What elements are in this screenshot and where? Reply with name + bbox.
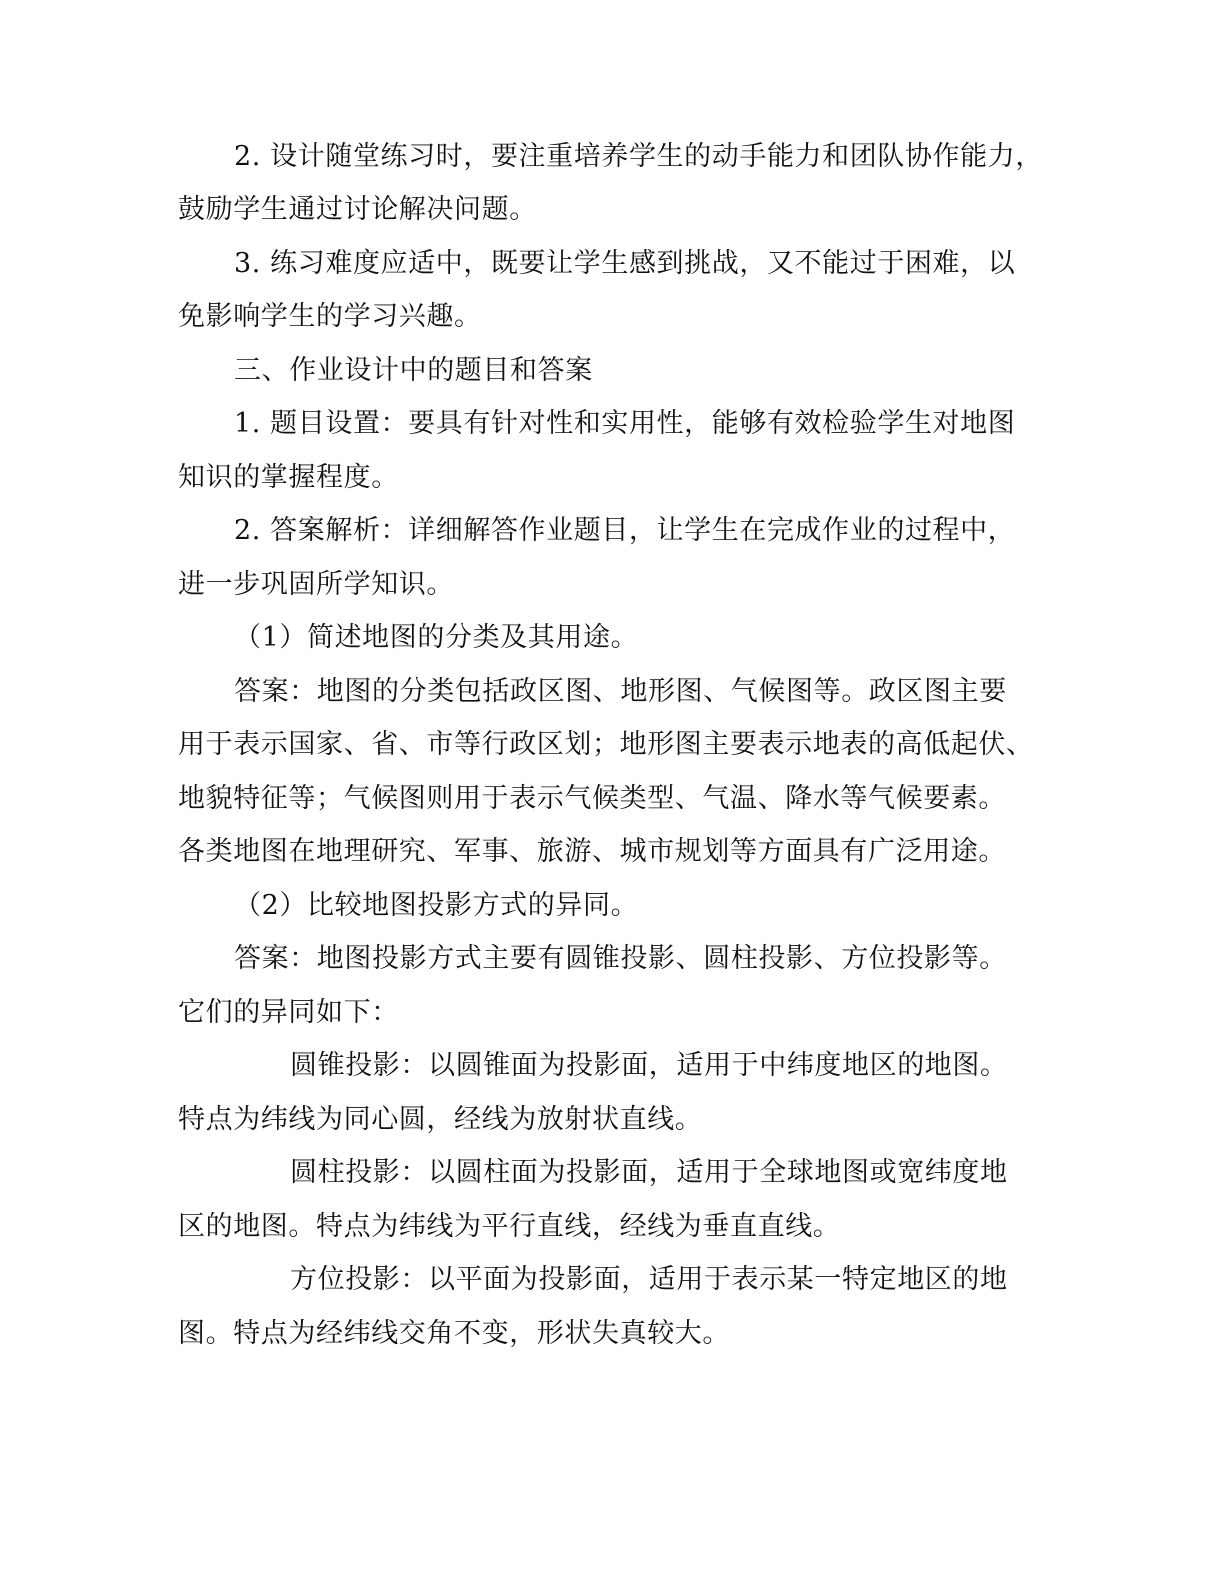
paragraph-3-line-1: 1. 题目设置：要具有针对性和实用性，能够有效检验学生对地图 xyxy=(234,408,1016,439)
conic-projection-line-2: 特点为纬线为同心圆，经线为放射状直线。 xyxy=(178,1104,703,1135)
paragraph-1-line-2: 鼓励学生通过讨论解决问题。 xyxy=(178,194,537,225)
answer-1-line-4: 各类地图在地理研究、军事、旅游、城市规划等方面具有广泛用途。 xyxy=(178,836,1006,867)
answer-2-line-2: 它们的异同如下： xyxy=(178,997,399,1028)
cylindrical-projection-line-1: 圆柱投影：以圆柱面为投影面，适用于全球地图或宽纬度地 xyxy=(290,1157,1008,1188)
conic-projection-line-1: 圆锥投影：以圆锥面为投影面，适用于中纬度地区的地图。 xyxy=(290,1050,1008,1081)
paragraph-4-line-2: 进一步巩固所学知识。 xyxy=(178,569,454,600)
answer-2-line-1: 答案：地图投影方式主要有圆锥投影、圆柱投影、方位投影等。 xyxy=(234,943,1007,974)
section-heading: 三、作业设计中的题目和答案 xyxy=(234,355,593,386)
answer-1-line-2: 用于表示国家、省、市等行政区划；地形图主要表示地表的高低起伏、 xyxy=(178,729,1034,760)
question-2: （2）比较地图投影方式的异同。 xyxy=(234,890,639,921)
paragraph-4-line-1: 2. 答案解析：详细解答作业题目，让学生在完成作业的过程中， xyxy=(234,515,1016,546)
paragraph-1-line-1: 2. 设计随堂练习时，要注重培养学生的动手能力和团队协作能力， xyxy=(234,141,1043,172)
answer-1-line-1: 答案：地图的分类包括政区图、地形图、气候图等。政区图主要 xyxy=(234,676,1007,707)
azimuthal-projection-line-1: 方位投影：以平面为投影面，适用于表示某一特定地区的地 xyxy=(290,1264,1008,1295)
cylindrical-projection-line-2: 区的地图。特点为纬线为平行直线，经线为垂直直线。 xyxy=(178,1211,841,1242)
paragraph-2-line-2: 免影响学生的学习兴趣。 xyxy=(178,301,482,332)
azimuthal-projection-line-2: 图。特点为经纬线交角不变，形状失真较大。 xyxy=(178,1318,730,1349)
paragraph-3-line-2: 知识的掌握程度。 xyxy=(178,462,399,493)
question-1: （1）简述地图的分类及其用途。 xyxy=(234,622,639,653)
paragraph-2-line-1: 3. 练习难度应适中，既要让学生感到挑战，又不能过于困难，以 xyxy=(234,248,1016,279)
answer-1-line-3: 地貌特征等；气候图则用于表示气候类型、气温、降水等气候要素。 xyxy=(178,783,1006,814)
